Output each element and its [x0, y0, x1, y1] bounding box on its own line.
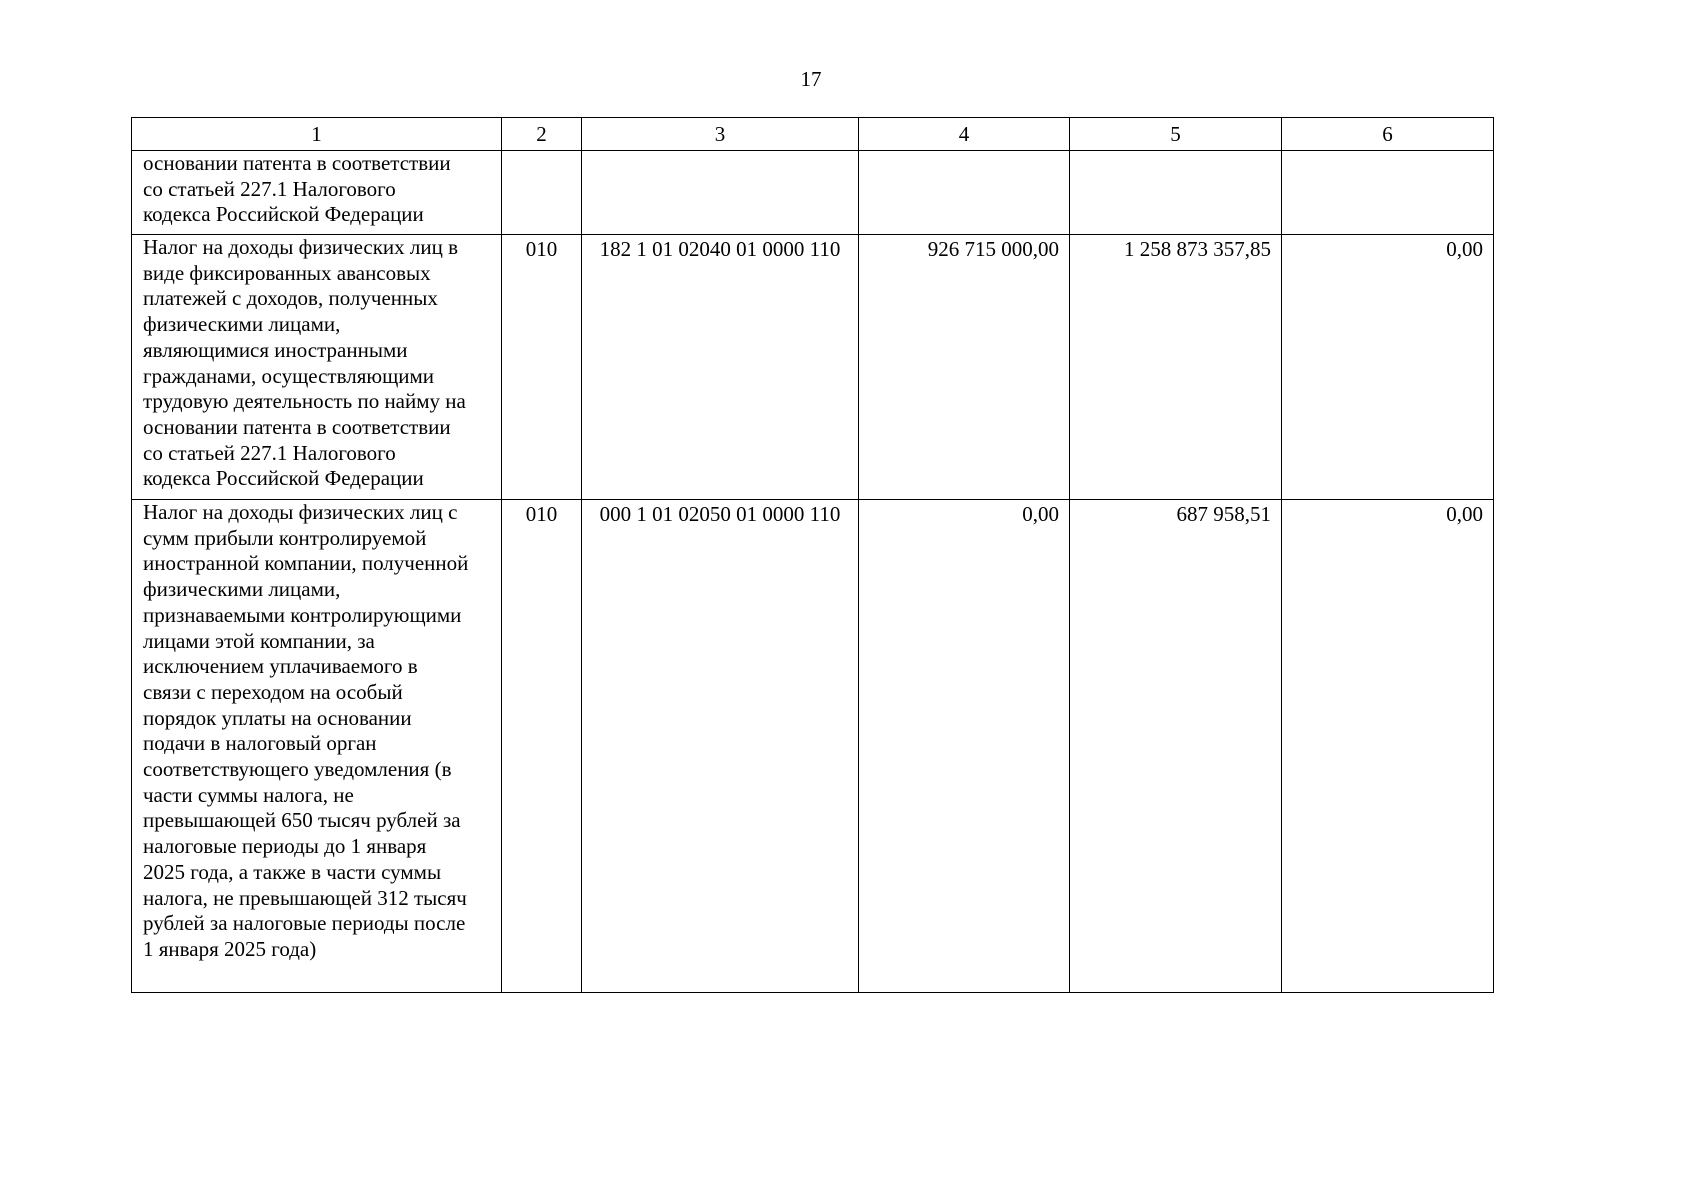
- column-header-6: 6: [1282, 118, 1494, 151]
- executed-cell: 687 958,51: [1070, 500, 1282, 993]
- column-header-1: 1: [132, 118, 502, 151]
- income-table: [131, 117, 1494, 993]
- line-code-cell: 010: [502, 500, 582, 993]
- income-code-cell: [582, 151, 859, 235]
- approved-cell: 926 715 000,00: [859, 235, 1070, 500]
- col6-cell: 0,00: [1282, 500, 1494, 993]
- income-code-cell: 000 1 01 02050 01 0000 110: [582, 500, 859, 993]
- row-name-cell: [132, 500, 502, 993]
- approved-cell: 0,00: [859, 500, 1070, 993]
- row-name-cell: [132, 235, 502, 500]
- row-name: основании патента в соответствии со статьей 227.1 Налогового кодекса Российской Федерации: [143, 151, 451, 227]
- table-row: [132, 235, 1494, 500]
- table-row: [132, 151, 1494, 235]
- column-header-5: 5: [1070, 118, 1282, 151]
- page-number: 17: [800, 67, 822, 91]
- column-header-2: 2: [502, 118, 582, 151]
- col6-cell: [1282, 151, 1494, 235]
- table-header-row: [132, 118, 1494, 151]
- income-code-cell: 182 1 01 02040 01 0000 110: [582, 235, 859, 500]
- line-code-cell: 010: [502, 235, 582, 500]
- table-row: [132, 500, 1494, 993]
- executed-cell: 1 258 873 357,85: [1070, 235, 1282, 500]
- col6-cell: 0,00: [1282, 235, 1494, 500]
- column-header-4: 4: [859, 118, 1070, 151]
- row-name: Налог на доходы физических лиц в виде фиксированных авансовых платежей с доходов, полученных физическими лицами, являющимися иностранными гражданами, осуществляющими трудовую деятельность по найму на основании патента в соответствии со статьей 227.1 Налогового кодекса Российской Федерации: [143, 235, 466, 491]
- executed-cell: [1070, 151, 1282, 235]
- line-code-cell: [502, 151, 582, 235]
- row-name: Налог на доходы физических лиц с сумм прибыли контролируемой иностранной компании, полученной физическими лицами, признаваемыми контролирующими лицами этой компании, за исключением уплачиваемого в связи с переходом на особый порядок уплаты на основании подачи в налоговый орган соответствующего уведомления (в части суммы налога, не превышающей 650 тысяч рублей за налоговые периоды до 1 января 2025 года, а также в части суммы налога, не превышающей 312 тысяч рублей за налоговые периоды после 1 января 2025 года): [143, 500, 469, 961]
- row-name-cell: [132, 151, 502, 235]
- approved-cell: [859, 151, 1070, 235]
- column-header-3: 3: [582, 118, 859, 151]
